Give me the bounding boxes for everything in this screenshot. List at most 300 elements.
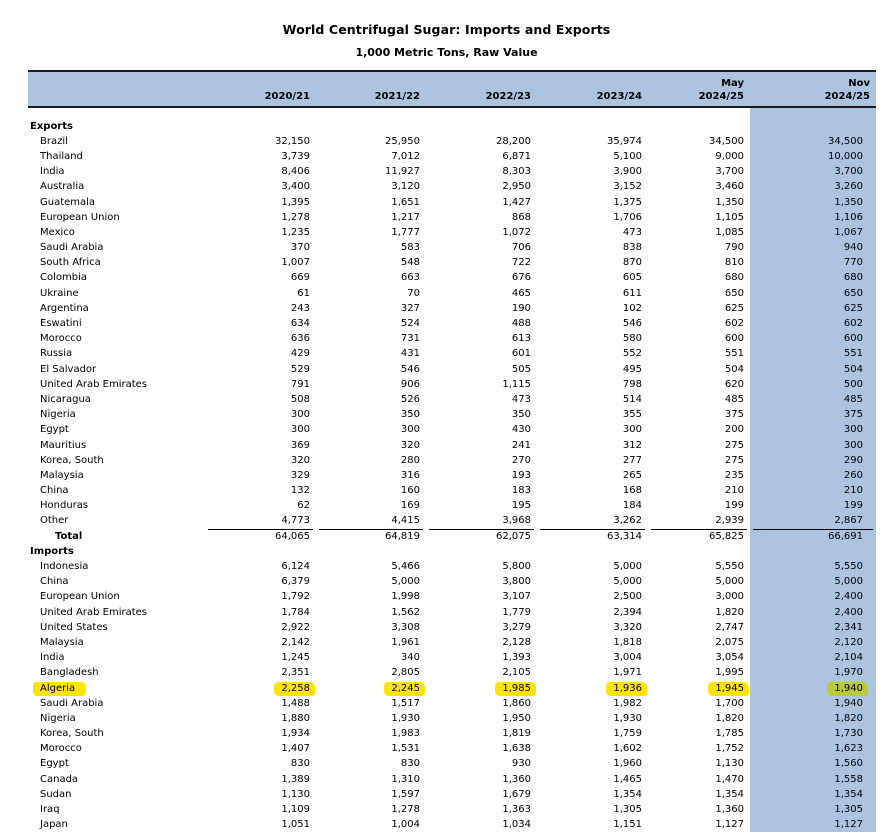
value-cell: 2,351 (281, 667, 310, 679)
row-label: Saudi Arabia (40, 242, 104, 254)
table-row-iraq (28, 802, 876, 817)
value-cell: 1,679 (502, 788, 531, 800)
row-label: Sudan (40, 788, 72, 800)
value-cell: 676 (511, 272, 531, 284)
value-cell: 3,968 (502, 515, 531, 527)
row-label: Canada (40, 773, 79, 785)
value-cell: 290 (750, 453, 876, 468)
table-row-united-arab-emirates (28, 605, 876, 620)
table-row-united-states (28, 620, 876, 635)
value-cell: 546 (622, 318, 642, 330)
table-row-china (28, 484, 876, 499)
value-cell: 1,517 (391, 697, 420, 709)
value-cell: 300 (290, 424, 310, 436)
value-cell: 34,500 (709, 135, 744, 147)
value-cell: 1,465 (613, 773, 642, 785)
value-cell: 300 (750, 438, 876, 453)
value-cell: 669 (290, 272, 310, 284)
value-cell: 722 (511, 257, 531, 269)
value-cell: 3,107 (502, 591, 531, 603)
value-cell: 1,310 (391, 773, 420, 785)
table-row-nigeria (28, 711, 876, 726)
value-cell: 1,034 (502, 819, 531, 831)
table-row-mauritius (28, 438, 876, 453)
value-cell: 183 (511, 485, 531, 497)
value-cell: 3,900 (613, 166, 642, 178)
table-row-thailand (28, 149, 876, 164)
value-cell: 430 (511, 424, 531, 436)
value-cell: 270 (511, 454, 531, 466)
table-row-egypt (28, 423, 876, 438)
value-cell: 190 (511, 302, 531, 314)
value-cell: 505 (511, 363, 531, 375)
value-cell: 1,072 (502, 226, 531, 238)
value-cell: 61 (297, 287, 310, 299)
value-cell: 28,200 (496, 135, 531, 147)
value-cell: 102 (622, 302, 642, 314)
value-cell: 810 (724, 257, 744, 269)
value-cell: 1,950 (502, 712, 531, 724)
value-cell: 1,730 (750, 727, 876, 742)
value-cell: 495 (622, 363, 642, 375)
table-row-indonesia (28, 559, 876, 574)
value-cell: 7,012 (391, 150, 420, 162)
value-cell: 940 (750, 241, 876, 256)
value-cell: 2,922 (281, 621, 310, 633)
value-cell: 2,939 (715, 515, 744, 527)
value-cell: 1,395 (281, 196, 310, 208)
table-row-russia (28, 347, 876, 362)
row-label: Japan (40, 819, 68, 831)
value-cell: 2,867 (750, 514, 876, 529)
value-cell: 35,974 (607, 135, 642, 147)
value-cell: 473 (622, 226, 642, 238)
value-cell: 275 (724, 454, 744, 466)
value-cell: 2,104 (750, 651, 876, 666)
value-cell: 11,927 (385, 166, 420, 178)
table-row-sudan (28, 787, 876, 802)
empty-cell (316, 107, 426, 119)
row-label: India (40, 652, 65, 664)
value-cell: 199 (750, 499, 876, 514)
row-label: Colombia (40, 272, 87, 284)
value-cell: 650 (724, 287, 744, 299)
row-label: Morocco (40, 743, 82, 755)
row-label (28, 107, 205, 119)
value-cell: 906 (400, 378, 420, 390)
value-cell: 8,303 (502, 166, 531, 178)
value-cell: 1,109 (281, 804, 310, 816)
value-cell: 2,128 (502, 636, 531, 648)
value-cell: 3,308 (391, 621, 420, 633)
value-cell: 1,051 (281, 819, 310, 831)
value-cell: 2,394 (613, 606, 642, 618)
value-cell: 1,960 (613, 758, 642, 770)
value-cell: 5,466 (391, 561, 420, 573)
row-label: Thailand (40, 150, 83, 162)
value-cell: 3,700 (750, 165, 876, 180)
value-cell: 3,054 (715, 652, 744, 664)
value-cell: 1,305 (613, 804, 642, 816)
empty-cell (750, 107, 876, 119)
row-label: Imports (30, 545, 74, 557)
row-label: Saudi Arabia (40, 697, 104, 709)
value-cell: 210 (724, 485, 744, 497)
table-row-japan (28, 818, 876, 832)
value-cell: 548 (400, 257, 420, 269)
value-cell: 1,127 (750, 818, 876, 832)
value-cell: 193 (511, 469, 531, 481)
value-cell: 160 (400, 485, 420, 497)
value-cell: 1,115 (502, 378, 531, 390)
column-header-2021-22-1: 2021/22 (316, 71, 426, 107)
value-cell: 9,000 (715, 150, 744, 162)
value-cell: 235 (724, 469, 744, 481)
value-cell: 369 (290, 439, 310, 451)
row-label: Egypt (40, 424, 69, 436)
value-cell: 488 (511, 318, 531, 330)
row-label: India (40, 166, 65, 178)
value-cell: 1,623 (750, 742, 876, 757)
value-cell: 1,127 (715, 819, 744, 831)
value-cell: 551 (724, 348, 744, 360)
value-cell: 611 (622, 287, 642, 299)
value-cell: 1,407 (281, 743, 310, 755)
row-label: Iraq (40, 804, 60, 816)
value-cell: 3,800 (502, 576, 531, 588)
value-cell: 3,320 (613, 621, 642, 633)
column-header-nov-2024-25-5: Nov 2024/25 (750, 71, 876, 107)
value-cell: 1,784 (281, 606, 310, 618)
highlight-marker: 2,258 (274, 682, 315, 696)
country-column-header (28, 71, 205, 107)
empty-cell (537, 544, 648, 559)
table-row-brazil (28, 134, 876, 149)
value-cell: 1,930 (613, 712, 642, 724)
value-cell: 868 (511, 211, 531, 223)
value-cell: 600 (724, 333, 744, 345)
value-cell: 1,970 (750, 666, 876, 681)
value-cell: 731 (400, 333, 420, 345)
value-cell: 3,262 (613, 515, 642, 527)
value-cell: 1,350 (715, 196, 744, 208)
value-cell: 485 (750, 392, 876, 407)
value-cell: 2,950 (502, 181, 531, 193)
value-cell: 2,341 (750, 620, 876, 635)
value-cell: 4,773 (281, 515, 310, 527)
row-label: Nigeria (40, 712, 76, 724)
value-cell: 552 (622, 348, 642, 360)
table-row-colombia (28, 271, 876, 286)
value-cell: 329 (290, 469, 310, 481)
value-cell: 634 (290, 318, 310, 330)
row-label: Australia (40, 181, 85, 193)
value-cell: 870 (622, 257, 642, 269)
value-cell: 355 (622, 409, 642, 421)
value-cell: 504 (750, 362, 876, 377)
row-label: Russia (40, 348, 73, 360)
value-cell: 243 (290, 302, 310, 314)
value-cell: 32,150 (275, 135, 310, 147)
row-label: Argentina (40, 302, 89, 314)
value-cell: 1,700 (715, 697, 744, 709)
value-cell: 70 (407, 287, 420, 299)
value-cell: 1,651 (391, 196, 420, 208)
row-label: Exports (30, 120, 73, 132)
value-cell: 465 (511, 287, 531, 299)
column-header-2020-21-0: 2020/21 (205, 71, 316, 107)
page-title: World Centrifugal Sugar: Imports and Exports (282, 22, 611, 37)
row-label: Korea, South (40, 454, 104, 466)
value-cell: 526 (400, 393, 420, 405)
value-cell: 601 (511, 348, 531, 360)
highlight-marker: 2,245 (384, 682, 425, 696)
value-cell: 1,820 (750, 711, 876, 726)
table-row-nigeria (28, 408, 876, 423)
value-cell: 300 (750, 423, 876, 438)
row-label: United States (40, 621, 108, 633)
value-cell: 514 (622, 393, 642, 405)
value-cell (648, 681, 750, 696)
value-cell: 25,950 (385, 135, 420, 147)
table-row-bangladesh (28, 666, 876, 681)
table-row-malaysia (28, 635, 876, 650)
table-row-european-union (28, 590, 876, 605)
value-cell: 1,278 (391, 804, 420, 816)
value-cell: 327 (400, 302, 420, 314)
value-cell: 770 (750, 256, 876, 271)
value-cell: 320 (400, 439, 420, 451)
value-cell: 1,820 (715, 606, 744, 618)
value-cell: 184 (622, 500, 642, 512)
value-cell: 5,800 (502, 561, 531, 573)
value-cell: 1,067 (750, 225, 876, 240)
row-label: Bangladesh (40, 667, 99, 679)
section-row-exports (28, 119, 876, 134)
table-row-australia (28, 180, 876, 195)
value-cell: 1,998 (391, 591, 420, 603)
section-row-imports (28, 544, 876, 559)
table-row-korea-south (28, 453, 876, 468)
spacer-row (28, 107, 876, 119)
value-cell: 504 (724, 363, 744, 375)
table-row-india (28, 651, 876, 666)
value-cell: 64,065 (205, 529, 316, 544)
value-cell: 830 (400, 758, 420, 770)
value-cell: 375 (724, 409, 744, 421)
table-row-guatemala (28, 195, 876, 210)
empty-cell (648, 119, 750, 134)
row-label: Malaysia (40, 636, 84, 648)
value-cell: 1,278 (281, 211, 310, 223)
table-row-korea-south (28, 727, 876, 742)
value-cell: 168 (622, 485, 642, 497)
value-cell: 169 (400, 500, 420, 512)
value-cell: 830 (290, 758, 310, 770)
empty-cell (316, 119, 426, 134)
value-cell: 1,354 (613, 788, 642, 800)
value-cell: 3,000 (715, 591, 744, 603)
value-cell: 10,000 (750, 149, 876, 164)
value-cell: 3,739 (281, 150, 310, 162)
highlight-marker: 1,985 (495, 682, 536, 696)
value-cell: 1,940 (750, 696, 876, 711)
table-row-nicaragua (28, 392, 876, 407)
value-cell: 1,350 (750, 195, 876, 210)
empty-cell (648, 107, 750, 119)
value-cell: 529 (290, 363, 310, 375)
value-cell: 6,379 (281, 576, 310, 588)
value-cell: 1,151 (613, 819, 642, 831)
table-row-algeria (28, 681, 876, 696)
sugar-trade-table (28, 70, 876, 832)
value-cell: 613 (511, 333, 531, 345)
value-cell: 1,759 (613, 728, 642, 740)
value-cell: 1,562 (391, 606, 420, 618)
value-cell (426, 681, 537, 696)
value-cell: 2,400 (750, 605, 876, 620)
value-cell: 5,100 (613, 150, 642, 162)
value-cell: 63,314 (537, 529, 648, 544)
row-label: Guatemala (40, 196, 96, 208)
value-cell: 316 (400, 469, 420, 481)
value-cell: 1,779 (502, 606, 531, 618)
value-cell: 580 (622, 333, 642, 345)
value-cell: 2,075 (715, 636, 744, 648)
table-row-south-africa (28, 256, 876, 271)
value-cell: 605 (622, 272, 642, 284)
table-row-united-arab-emirates (28, 377, 876, 392)
row-label: United Arab Emirates (40, 378, 148, 390)
value-cell: 500 (750, 377, 876, 392)
value-cell: 5,000 (613, 561, 642, 573)
value-cell: 431 (400, 348, 420, 360)
value-cell: 1,106 (750, 210, 876, 225)
value-cell: 1,245 (281, 652, 310, 664)
value-cell: 636 (290, 333, 310, 345)
value-cell: 4,415 (391, 515, 420, 527)
row-label: European Union (40, 211, 120, 223)
value-cell: 1,983 (391, 728, 420, 740)
value-cell: 62,075 (426, 529, 537, 544)
value-cell: 5,000 (391, 576, 420, 588)
value-cell: 1,531 (391, 743, 420, 755)
empty-cell (316, 544, 426, 559)
value-cell: 1,305 (750, 802, 876, 817)
value-cell: 602 (724, 318, 744, 330)
row-label: Morocco (40, 333, 82, 345)
value-cell: 350 (511, 409, 531, 421)
value-cell: 5,550 (750, 559, 876, 574)
value-cell: 551 (750, 347, 876, 362)
value-cell (537, 681, 648, 696)
table-row-honduras (28, 499, 876, 514)
row-label: South Africa (40, 257, 101, 269)
value-cell: 3,460 (715, 181, 744, 193)
table-row-eswatini (28, 316, 876, 331)
value-cell: 300 (622, 424, 642, 436)
empty-cell (426, 119, 537, 134)
value-cell: 3,400 (281, 181, 310, 193)
value-cell: 1,930 (391, 712, 420, 724)
row-label: Nigeria (40, 409, 76, 421)
table-row-ukraine (28, 286, 876, 301)
value-cell: 650 (750, 286, 876, 301)
value-cell: 5,550 (715, 561, 744, 573)
value-cell: 6,871 (502, 150, 531, 162)
value-cell: 1,470 (715, 773, 744, 785)
column-header-2022-23-2: 2022/23 (426, 71, 537, 107)
table-row-canada (28, 772, 876, 787)
value-cell: 508 (290, 393, 310, 405)
value-cell: 1,819 (502, 728, 531, 740)
empty-cell (537, 107, 648, 119)
row-label: China (40, 576, 69, 588)
value-cell: 1,638 (502, 743, 531, 755)
value-cell: 2,120 (750, 635, 876, 650)
value-cell: 3,700 (715, 166, 744, 178)
total-row-exports (28, 529, 876, 544)
value-cell: 1,602 (613, 743, 642, 755)
row-label: El Salvador (40, 363, 97, 375)
value-cell: 3,120 (391, 181, 420, 193)
value-cell: 1,085 (715, 226, 744, 238)
value-cell: 1,982 (613, 697, 642, 709)
row-label: Honduras (40, 500, 89, 512)
value-cell: 1,130 (281, 788, 310, 800)
value-cell: 1,558 (750, 772, 876, 787)
value-cell: 1,130 (715, 758, 744, 770)
row-label: Ukraine (40, 287, 79, 299)
value-cell: 340 (400, 652, 420, 664)
value-cell: 1,934 (281, 728, 310, 740)
value-cell (316, 681, 426, 696)
value-cell: 277 (622, 454, 642, 466)
value-cell: 1,860 (502, 697, 531, 709)
value-cell: 1,971 (613, 667, 642, 679)
row-label: Malaysia (40, 469, 84, 481)
table-row-argentina (28, 301, 876, 316)
value-cell: 195 (511, 500, 531, 512)
value-cell: 5,000 (715, 576, 744, 588)
value-cell: 64,819 (316, 529, 426, 544)
value-cell: 546 (400, 363, 420, 375)
value-cell: 1,363 (502, 804, 531, 816)
value-cell: 583 (400, 242, 420, 254)
empty-cell (426, 544, 537, 559)
value-cell: 200 (724, 424, 744, 436)
value-cell: 1,995 (715, 667, 744, 679)
row-label (28, 681, 205, 696)
value-cell: 625 (750, 301, 876, 316)
empty-cell (750, 544, 876, 559)
value-cell: 1,105 (715, 211, 744, 223)
value-cell: 241 (511, 439, 531, 451)
row-label: Egypt (40, 758, 69, 770)
value-cell: 8,406 (281, 166, 310, 178)
value-cell: 375 (750, 408, 876, 423)
value-cell: 2,805 (391, 667, 420, 679)
value-cell: 1,488 (281, 697, 310, 709)
value-cell (750, 681, 876, 696)
value-cell: 1,235 (281, 226, 310, 238)
value-cell: 199 (724, 500, 744, 512)
value-cell: 62 (297, 500, 310, 512)
value-cell: 3,004 (613, 652, 642, 664)
table-row-morocco (28, 332, 876, 347)
value-cell: 1,360 (715, 804, 744, 816)
value-cell: 1,818 (613, 636, 642, 648)
